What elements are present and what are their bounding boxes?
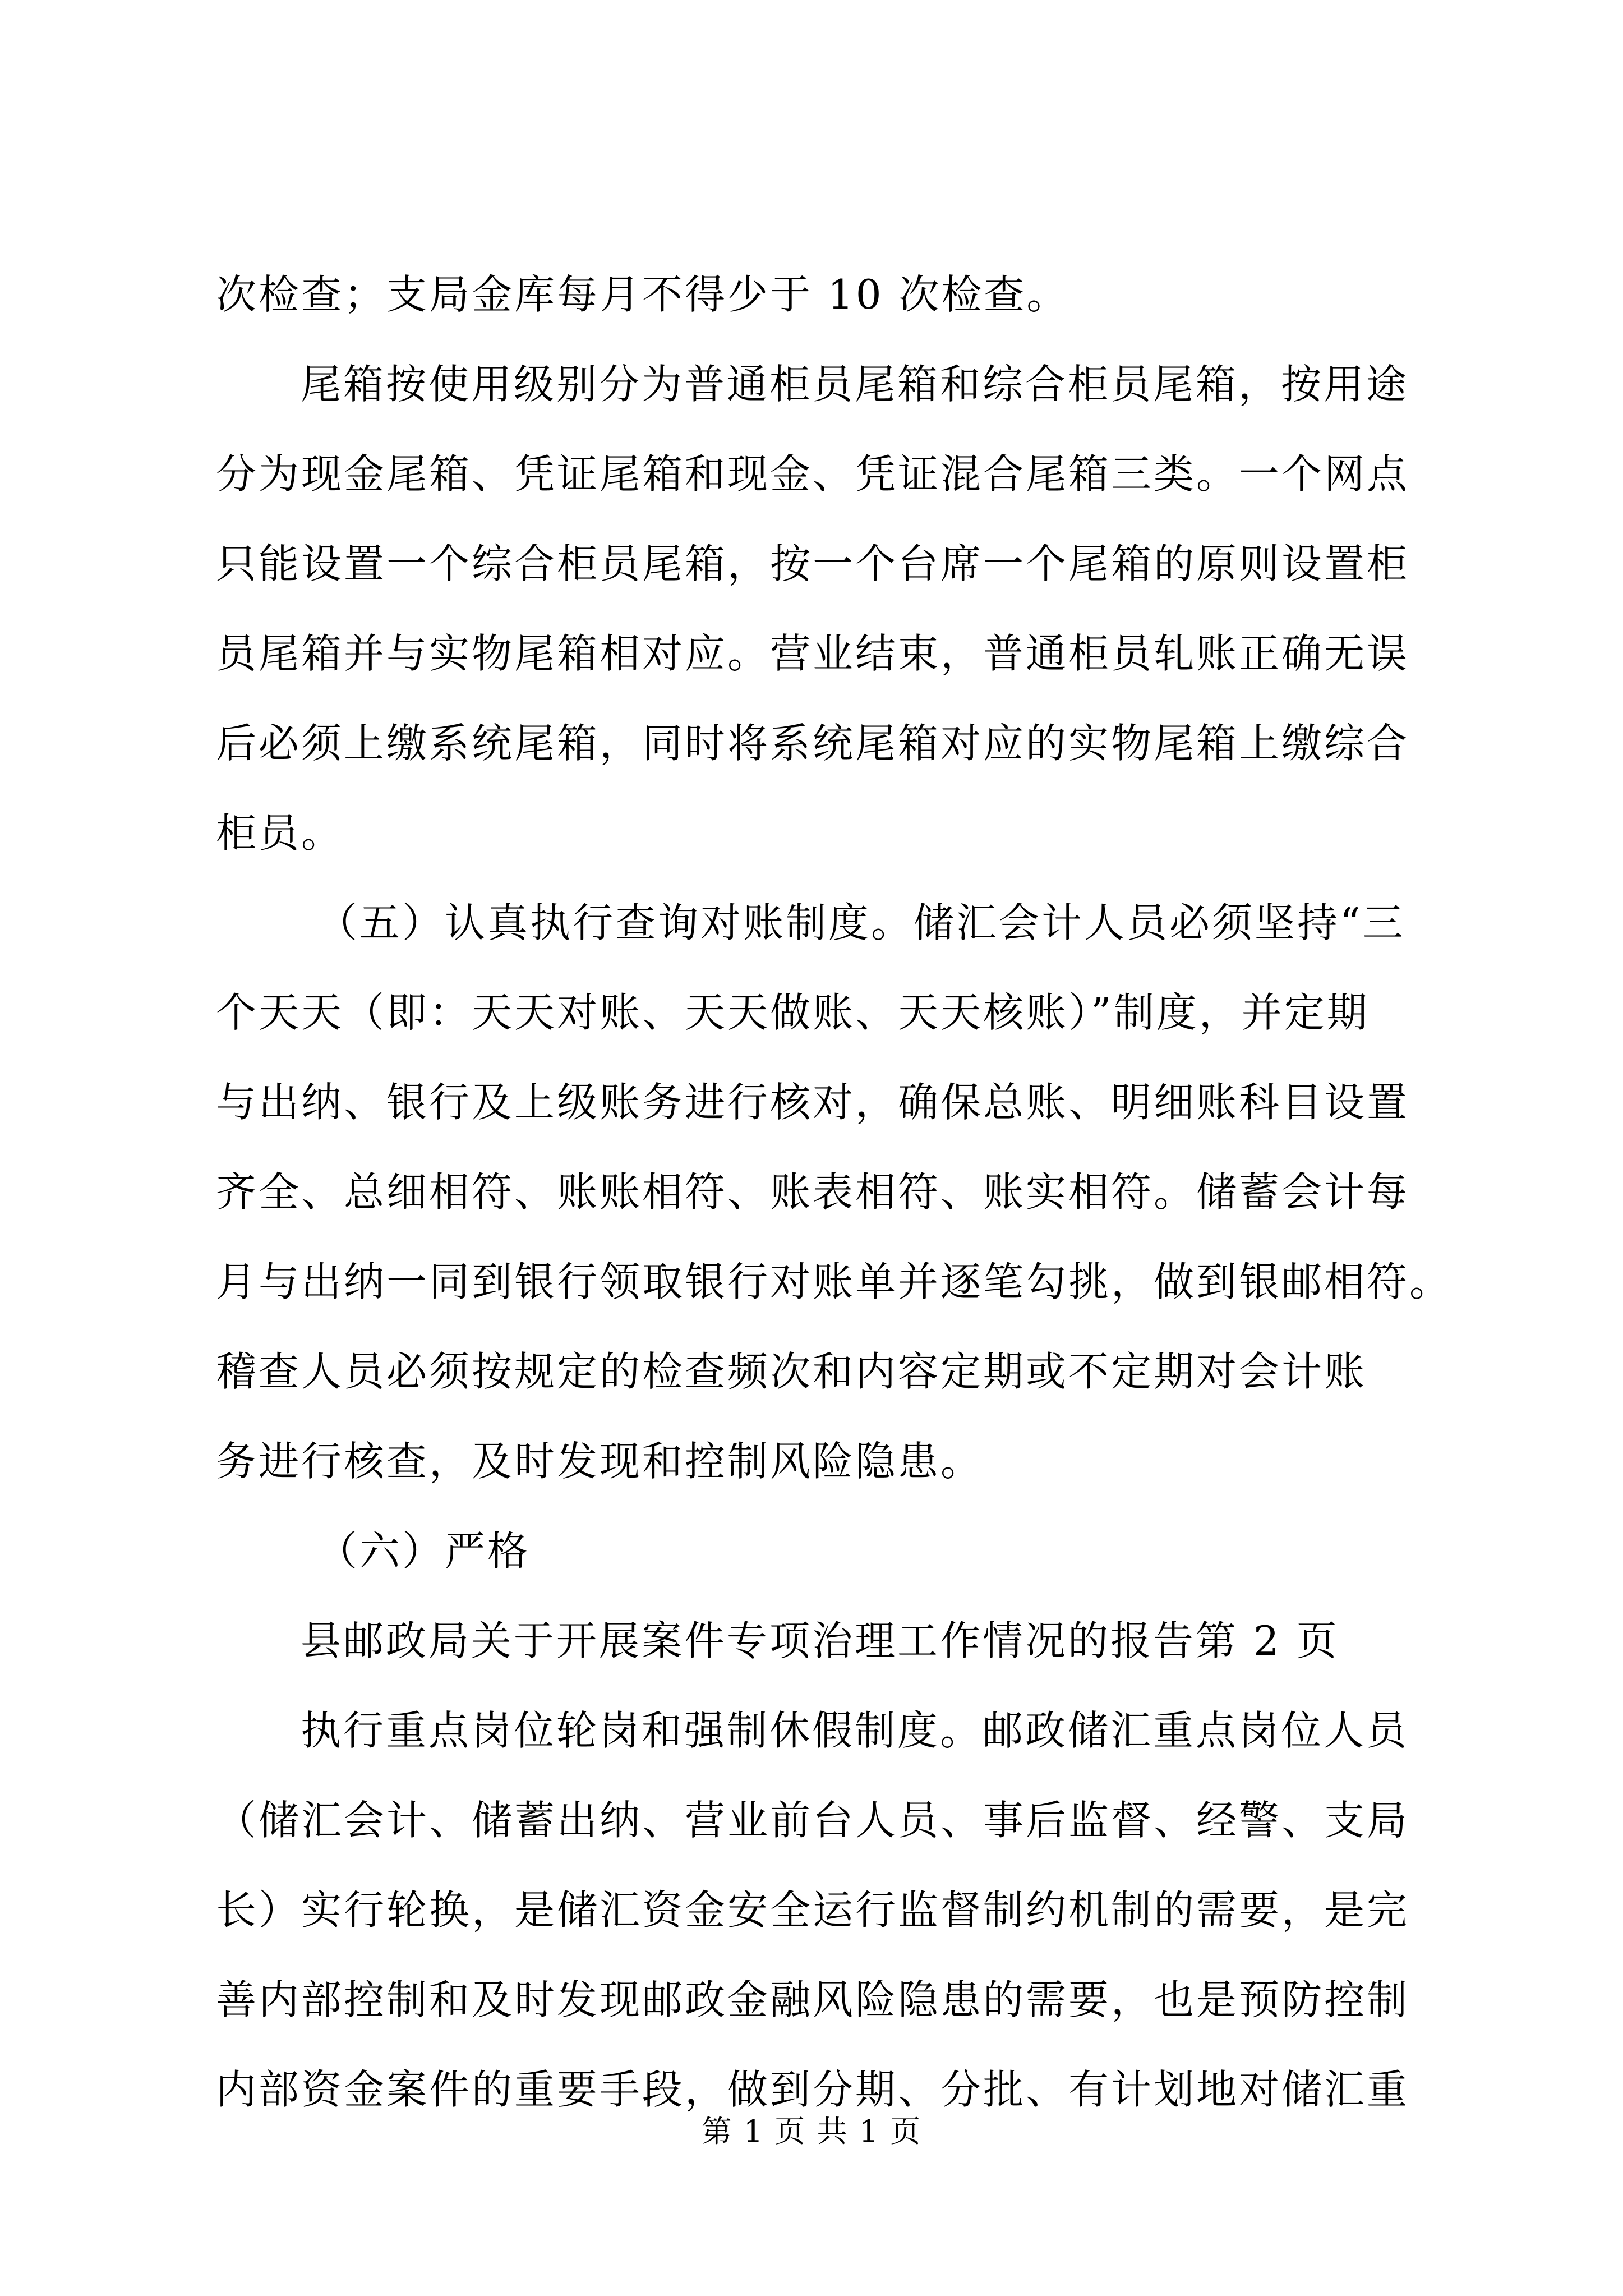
section-heading-five: （五）认真执行查询对账制度。储汇会计人员必须坚持“三 (317, 899, 1405, 946)
body-text-line: 齐全、总细相符、账账相符、账表相符、账实相符。储蓄会计每 (216, 1168, 1410, 1216)
body-text-line: 个天天（即：天天对账、天天做账、天天核账）”制度，并定期 (216, 989, 1370, 1036)
body-text-line: 只能设置一个综合柜员尾箱，按一个台席一个尾箱的原则设置柜 (216, 540, 1410, 587)
body-text-line: 内部资金案件的重要手段，做到分期、分批、有计划地对储汇重 (216, 2066, 1410, 2113)
page-footer: 第 1 页 共 1 页 (701, 2114, 922, 2149)
body-text-line: 执行重点岗位轮岗和强制休假制度。邮政储汇重点岗位人员 (301, 1707, 1409, 1754)
body-text-line: 善内部控制和及时发现邮政金融风险隐患的需要，也是预防控制 (216, 1976, 1410, 2023)
body-text-line: 尾箱按使用级别分为普通柜员尾箱和综合柜员尾箱，按用途 (301, 361, 1409, 408)
body-text-line: 长）实行轮换，是储汇资金安全运行监督制约机制的需要，是完 (216, 1887, 1410, 1934)
body-text-line: 务进行核查，及时发现和控制风险隐患。 (216, 1438, 984, 1485)
body-text-line: 后必须上缴系统尾箱，同时将系统尾箱对应的实物尾箱上缴综合 (216, 720, 1410, 767)
body-text-line: 柜员。 (216, 809, 344, 857)
body-text-line: 分为现金尾箱、凭证尾箱和现金、凭证混合尾箱三类。一个网点 (216, 450, 1410, 498)
body-text-line: 稽查人员必须按规定的检查频次和内容定期或不定期对会计账 (216, 1348, 1367, 1395)
body-text-line: 员尾箱并与实物尾箱相对应。营业结束，普通柜员轧账正确无误 (216, 630, 1410, 677)
section-heading-six: （六）严格 (317, 1527, 531, 1575)
body-text-line: 次检查；支局金库每月不得少于 10 次检查。 (216, 271, 1069, 318)
body-text-line: 月与出纳一同到银行领取银行对账单并逐笔勾挑，做到银邮相符。 (216, 1258, 1453, 1305)
body-text-line: 与出纳、银行及上级账务进行核对，确保总账、明细账科目设置 (216, 1079, 1410, 1126)
body-text-line: （储汇会计、储蓄出纳、营业前台人员、事后监督、经警、支局 (216, 1797, 1410, 1844)
running-title-line: 县邮政局关于开展案件专项治理工作情况的报告第 2 页 (301, 1617, 1339, 1664)
